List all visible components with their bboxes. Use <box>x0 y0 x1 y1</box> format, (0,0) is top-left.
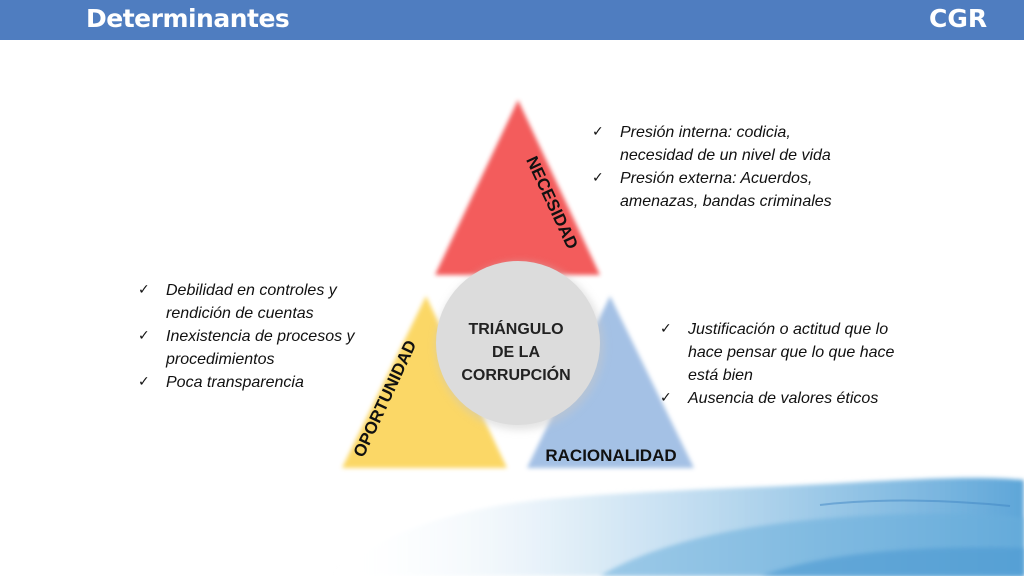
list-item-text: Presión interna: codicia, necesidad de un nivel de vida <box>620 124 831 164</box>
watercolor-background <box>330 478 1024 576</box>
list-item <box>592 121 852 167</box>
checkmark-icon: ✓ <box>592 170 604 186</box>
list-item-text: Presión externa: Acuerdos, amenazas, bandas criminales <box>620 170 832 210</box>
checkmark-icon: ✓ <box>138 328 150 344</box>
page-title: Determinantes <box>86 4 290 33</box>
triangle-necesidad <box>435 100 600 275</box>
label-necesidad: NECESIDAD <box>522 153 582 253</box>
center-label-line-1: TRIÁNGULO <box>468 321 564 338</box>
oportunidad-list <box>138 279 368 394</box>
checkmark-icon: ✓ <box>660 321 672 337</box>
racionalidad-list <box>660 318 910 410</box>
list-item <box>660 387 910 410</box>
list-item <box>660 318 910 387</box>
list-item-text: Poca transparencia <box>166 374 304 391</box>
cgr-logo: CGR <box>929 4 988 33</box>
list-item-text: Justificación o actitud que lo hace pensar que lo que hace está bien <box>688 321 895 384</box>
list-item-text: Inexistencia de procesos y procedimientos <box>166 328 355 368</box>
center-label-line-3: CORRUPCIÓN <box>461 367 571 384</box>
list-item-text: Debilidad en controles y rendición de cuentas <box>166 282 337 322</box>
list-item <box>138 279 368 325</box>
necesidad-list <box>592 121 852 213</box>
center-label-line-2: DE LA <box>492 344 540 361</box>
checkmark-icon: ✓ <box>138 282 150 298</box>
list-item-text: Ausencia de valores éticos <box>688 390 879 407</box>
center-circle <box>436 261 600 425</box>
list-item <box>592 167 852 213</box>
list-item <box>138 371 368 394</box>
checkmark-icon: ✓ <box>660 390 672 406</box>
checkmark-icon: ✓ <box>592 124 604 140</box>
label-racionalidad: RACIONALIDAD <box>545 446 677 465</box>
label-oportunidad: OPORTUNIDAD <box>349 337 421 461</box>
list-item <box>138 325 368 371</box>
checkmark-icon: ✓ <box>138 374 150 390</box>
